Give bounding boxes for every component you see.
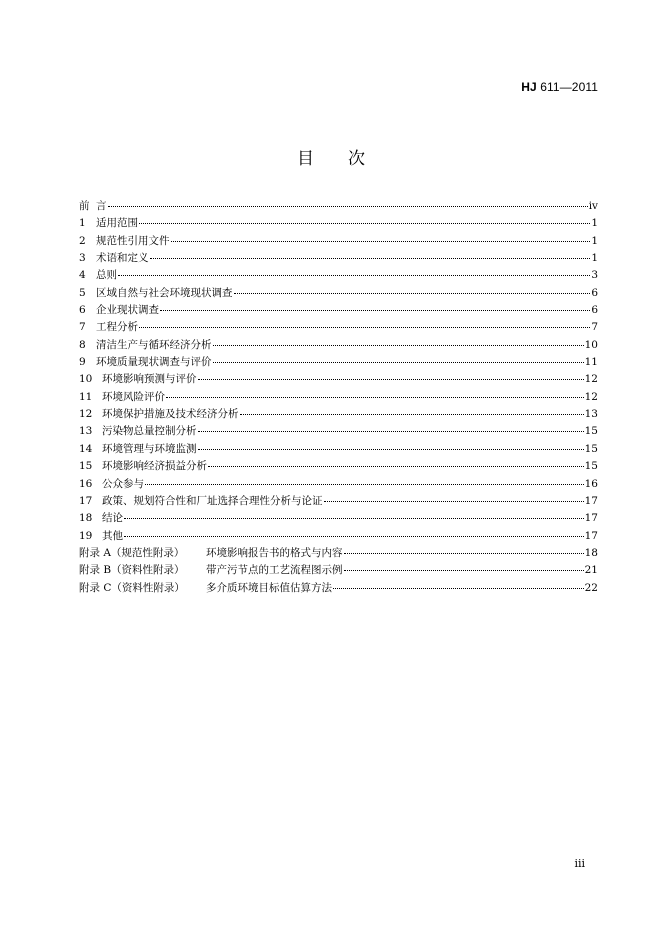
- toc-entry-page: 17: [584, 529, 598, 542]
- toc-entry-title: 其他: [102, 529, 123, 542]
- toc-entry[interactable]: [79, 441, 598, 458]
- toc-entry-number: 7: [79, 321, 86, 334]
- toc-entry-number: 19: [79, 529, 93, 542]
- toc-entry[interactable]: [79, 528, 598, 545]
- appendix-page: 18: [584, 546, 598, 559]
- toc-entry[interactable]: [79, 302, 598, 319]
- dot-leader: [139, 326, 590, 328]
- toc-entry-title: 环境影响经济损益分析: [102, 460, 207, 473]
- dot-leader: [213, 361, 584, 363]
- dot-leader: [198, 378, 584, 380]
- toc-title: 目次: [297, 149, 399, 169]
- toc-entry-title: 环境质量现状调查与评价: [96, 356, 212, 369]
- dot-leader: [160, 309, 590, 311]
- toc-entry-page: 1: [591, 252, 598, 265]
- toc-entry-number: 4: [79, 269, 86, 282]
- appendix-prefix: 附录 B（资料性附录）: [79, 564, 185, 577]
- appendix-prefix: 附录 C（资料性附录）: [79, 581, 185, 594]
- toc-entry-number: 15: [79, 460, 93, 473]
- appendix-title: 多介质环境目标值估算方法: [206, 581, 332, 594]
- dot-leader: [344, 552, 584, 554]
- toc-entry-title: 适用范围: [96, 217, 138, 230]
- toc-entry-number: 16: [79, 477, 93, 490]
- toc-entry-number: 14: [79, 442, 93, 455]
- dot-leader: [150, 257, 591, 259]
- toc-entry-title: 总则: [96, 269, 117, 282]
- toc-entry-title: 企业现状调查: [96, 304, 159, 317]
- toc-entry[interactable]: [79, 354, 598, 371]
- standard-number: 611—2011: [536, 80, 598, 94]
- dot-leader: [234, 292, 591, 294]
- dot-leader: [198, 448, 584, 450]
- toc-entry-page: 15: [584, 460, 598, 473]
- toc-entry-page: 15: [584, 425, 598, 438]
- toc-entry-page: 17: [584, 494, 598, 507]
- toc-entry-page: 6: [591, 286, 598, 299]
- toc-entry[interactable]: [79, 319, 598, 336]
- toc-entry-page: iv: [588, 200, 598, 212]
- appendix-prefix: 附录 A（规范性附录）: [79, 546, 185, 559]
- standard-code: [521, 80, 598, 94]
- toc-entry-number: 前: [79, 200, 90, 212]
- toc-entry[interactable]: [79, 423, 598, 440]
- dot-leader: [198, 430, 584, 432]
- toc-entry-page: 13: [584, 408, 598, 421]
- toc-entry-number: 1: [79, 217, 86, 230]
- toc-entry[interactable]: [79, 337, 598, 354]
- appendix-title: 环境影响报告书的格式与内容: [206, 546, 343, 559]
- dot-leader: [171, 240, 591, 242]
- dot-leader: [145, 483, 584, 485]
- toc-entry-number: 18: [79, 512, 93, 525]
- dot-leader: [124, 517, 584, 519]
- toc-entry[interactable]: [79, 371, 598, 388]
- toc-entry[interactable]: [79, 267, 598, 284]
- toc-entry-number: 10: [79, 373, 93, 386]
- toc-appendix-entry[interactable]: [79, 562, 598, 579]
- toc-entry-title: 清洁生产与循环经济分析: [96, 338, 212, 351]
- dot-leader: [139, 222, 590, 224]
- toc-entry[interactable]: [79, 406, 598, 423]
- standard-prefix: HJ: [521, 80, 537, 94]
- table-of-contents: [79, 198, 598, 597]
- toc-entry-title: 规范性引用文件: [96, 234, 170, 247]
- toc-entry[interactable]: [79, 250, 598, 267]
- toc-entry-title: 污染物总量控制分析: [102, 425, 197, 438]
- toc-entry-title: 术语和定义: [96, 252, 149, 265]
- toc-appendix-entry[interactable]: [79, 545, 598, 562]
- toc-entry-title: 公众参与: [102, 477, 144, 490]
- toc-entry-number: 9: [79, 356, 86, 369]
- appendix-page: 22: [584, 581, 598, 594]
- toc-entry[interactable]: [79, 389, 598, 406]
- dot-leader: [240, 413, 584, 415]
- toc-entry-number: 6: [79, 304, 86, 317]
- toc-entry-page: 1: [591, 234, 598, 247]
- toc-entry-number: 5: [79, 286, 86, 299]
- page-number: iii: [574, 857, 585, 870]
- toc-entry-page: 16: [584, 477, 598, 490]
- toc-entry-title: 环境保护措施及技术经济分析: [102, 408, 239, 421]
- dot-leader: [118, 274, 590, 276]
- toc-entry[interactable]: [79, 458, 598, 475]
- toc-entry-title: 环境风险评价: [102, 390, 165, 403]
- toc-entry[interactable]: [79, 493, 598, 510]
- toc-entry-page: 12: [584, 373, 598, 386]
- toc-entry-title: 结论: [102, 512, 123, 525]
- toc-entry-number: 17: [79, 494, 93, 507]
- toc-entry-page: 17: [584, 512, 598, 525]
- toc-entry-page: 12: [584, 390, 598, 403]
- appendix-page: 21: [584, 564, 598, 577]
- toc-entry[interactable]: [79, 510, 598, 527]
- toc-entry-page: 3: [591, 269, 598, 282]
- toc-entry-title: 区域自然与社会环境现状调查: [96, 286, 233, 299]
- toc-entry-title: 工程分析: [96, 321, 138, 334]
- toc-entry-title: 言: [96, 200, 107, 212]
- toc-entry-number: 2: [79, 234, 86, 247]
- appendix-title: 带产污节点的工艺流程图示例: [206, 564, 343, 577]
- toc-entry-title: 环境影响预测与评价: [102, 373, 197, 386]
- dot-leader: [166, 396, 584, 398]
- dot-leader: [333, 587, 584, 589]
- toc-entry-page: 15: [584, 442, 598, 455]
- toc-entry-number: 3: [79, 252, 86, 265]
- toc-entry-page: 7: [591, 321, 598, 334]
- toc-entry-number: 12: [79, 408, 93, 421]
- dot-leader: [108, 205, 588, 207]
- toc-entry[interactable]: [79, 198, 598, 215]
- toc-entry[interactable]: [79, 215, 598, 232]
- dot-leader: [344, 569, 584, 571]
- toc-entry-number: 8: [79, 338, 86, 351]
- toc-entry-page: 1: [591, 217, 598, 230]
- toc-entry-page: 6: [591, 304, 598, 317]
- dot-leader: [208, 465, 584, 467]
- toc-entry-number: 13: [79, 425, 93, 438]
- toc-entry-title: 政策、规划符合性和厂址选择合理性分析与论证: [102, 494, 323, 507]
- toc-entry-page: 11: [584, 356, 598, 369]
- toc-entry[interactable]: [79, 476, 598, 493]
- toc-entry[interactable]: [79, 285, 598, 302]
- dot-leader: [213, 344, 584, 346]
- toc-entry-page: 10: [584, 338, 598, 351]
- toc-entry-number: 11: [79, 390, 93, 403]
- toc-entry-title: 环境管理与环境监测: [102, 442, 197, 455]
- toc-entry[interactable]: [79, 233, 598, 250]
- dot-leader: [124, 535, 584, 537]
- toc-appendix-entry[interactable]: [79, 580, 598, 597]
- dot-leader: [324, 500, 584, 502]
